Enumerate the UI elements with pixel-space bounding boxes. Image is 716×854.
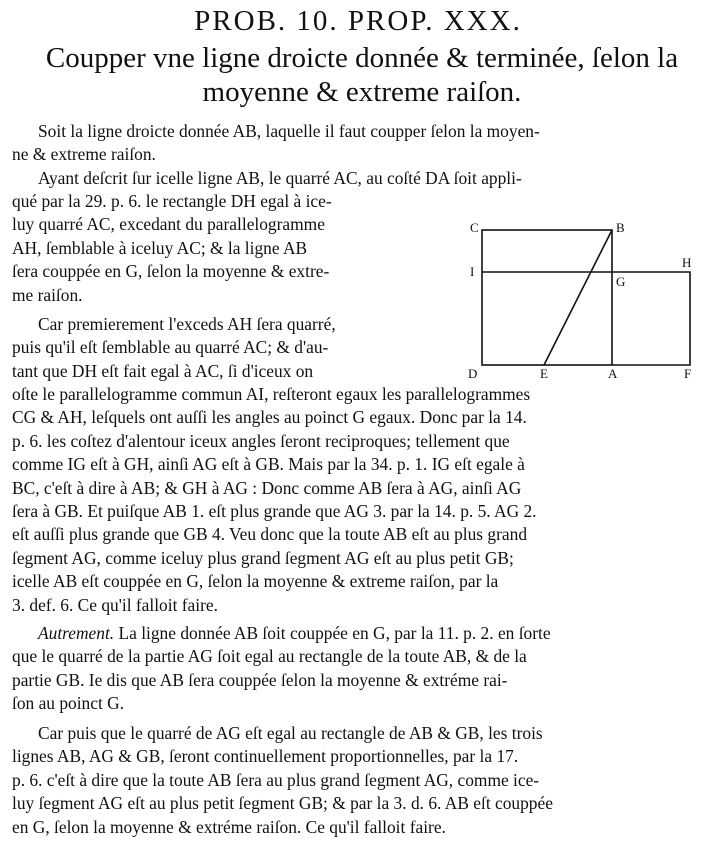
label-h: H — [682, 255, 692, 270]
text-line: Car puis que le quarré de AG eſt egal au rectangle de AB & GB, les trois — [38, 723, 543, 743]
text-line: eſt auſſi plus grande que GB 4. Veu donc que la toute AB eſt au plus grand — [12, 524, 528, 545]
figure-svg — [462, 220, 706, 380]
label-b: B — [616, 220, 625, 235]
text-line: p. 6. les coſtez d'alentour iceux angles ſeront reciproques; tellement que — [12, 430, 510, 451]
text-line: Car premierement l'exceds AH ſera quarré, — [38, 314, 336, 334]
label-d: D — [468, 366, 478, 380]
text-line: qué par la 29. p. 6. le rectangle DH egal à ice- — [12, 191, 332, 211]
text-line: ſera couppée en G, ſelon la moyenne & extre- — [12, 261, 330, 282]
paragraph-alternative — [12, 622, 706, 716]
geometric-figure — [462, 220, 706, 380]
proposition-statement-line-1: Coupper vne ligne droicte donnée & terminée, ſelon la — [45, 42, 679, 74]
text-line: que le quarré de la partie AG ſoit egal au rectangle de la toute AB, & de la — [12, 646, 527, 667]
text-line: ſera à GB. Et puiſque AB 1. eſt plus grande que AG 3. par la 14. p. 5. AG 2. — [12, 501, 537, 522]
text-line: icelle AB eſt couppée en G, ſelon la moyenne & extreme raiſon, par la — [12, 571, 499, 592]
proposition-statement — [14, 41, 710, 109]
label-e: E — [540, 366, 548, 380]
label-i: I — [470, 264, 475, 279]
label-c: C — [470, 220, 479, 235]
page-title: PROB. 10. PROP. XXX. — [194, 5, 522, 37]
paragraph-construction — [12, 167, 706, 190]
text-line — [12, 622, 706, 645]
text-line: ne & extreme raiſon. — [12, 144, 156, 165]
paragraph-construction-narrow — [12, 190, 454, 307]
text-line: 3. def. 6. Ce qu'il falloit faire. — [12, 594, 218, 615]
text-line: tant que DH eſt fait egal à AC, ſi d'iceux on — [12, 360, 314, 381]
text-line: me raiſon. — [12, 284, 83, 305]
text-line: AH, ſemblable à iceluy AC; & la ligne AB — [12, 237, 308, 258]
text-line: Ayant deſcrit ſur icelle ligne AB, le quarré AC, au coſté DA ſoit appli- — [38, 168, 522, 188]
paragraph-alternative-proof — [12, 722, 706, 839]
text-line: oſte le parallelogramme commun AI, reſteront egaux les parallelogrammes — [12, 384, 531, 404]
text-line: en G, ſelon la moyenne & extréme raiſon. Ce qu'il falloit faire. — [12, 816, 446, 837]
square-ac — [482, 230, 612, 365]
text-line: luy ſegment AG eſt au plus petit ſegment GB; & par la 3. d. 6. AB eſt couppée — [12, 793, 553, 814]
text-line: comme IG eſt à GH, ainſi AG eſt à GB. Mais par la 34. p. 1. IG eſt egale à — [12, 454, 525, 475]
alternative-heading: Autrement. — [38, 623, 115, 643]
paragraph-proof — [12, 383, 706, 617]
text-line: Soit la ligne droicte donnée AB, laquelle il faut coupper ſelon la moyen- — [38, 121, 540, 141]
paragraph-statement — [12, 120, 706, 167]
proposition-statement-line-2: moyenne & extreme raiſon. — [202, 76, 522, 108]
text-fragment: La ligne donnée AB ſoit couppée en G, par la 11. p. 2. en ſorte — [114, 623, 551, 643]
label-a: A — [608, 366, 618, 380]
text-line: puis qu'il eſt ſemblable au quarré AC; & d'au- — [12, 337, 329, 358]
text-line: lignes AB, AG & GB, ſeront continuellement proportionnelles, par la 17. — [12, 746, 519, 767]
label-f: F — [684, 366, 692, 380]
text-line: p. 6. c'eſt à dire que la toute AB ſera au plus grand ſegment AG, comme ice- — [12, 769, 540, 790]
label-g: G — [616, 274, 626, 289]
text-line: ſon au poinct G. — [12, 693, 125, 714]
line-eb — [544, 230, 612, 365]
text-line: luy quarré AC, excedant du parallelogramme — [12, 214, 325, 235]
text-line: partie GB. Ie dis que AB ſera couppée ſelon la moyenne & extréme rai- — [12, 669, 508, 690]
text-line: CG & AH, leſquels ont auſſi les angles au poinct G egaux. Donc par la 14. — [12, 407, 527, 428]
text-line: ſegment AG, comme iceluy plus grand ſegment AG eſt au plus petit GB; — [12, 547, 514, 568]
text-line: BC, c'eſt à dire à AB; & GH à AG : Donc comme AB ſera à AG, ainſi AG — [12, 477, 522, 498]
paragraph-proof-narrow — [12, 313, 454, 383]
